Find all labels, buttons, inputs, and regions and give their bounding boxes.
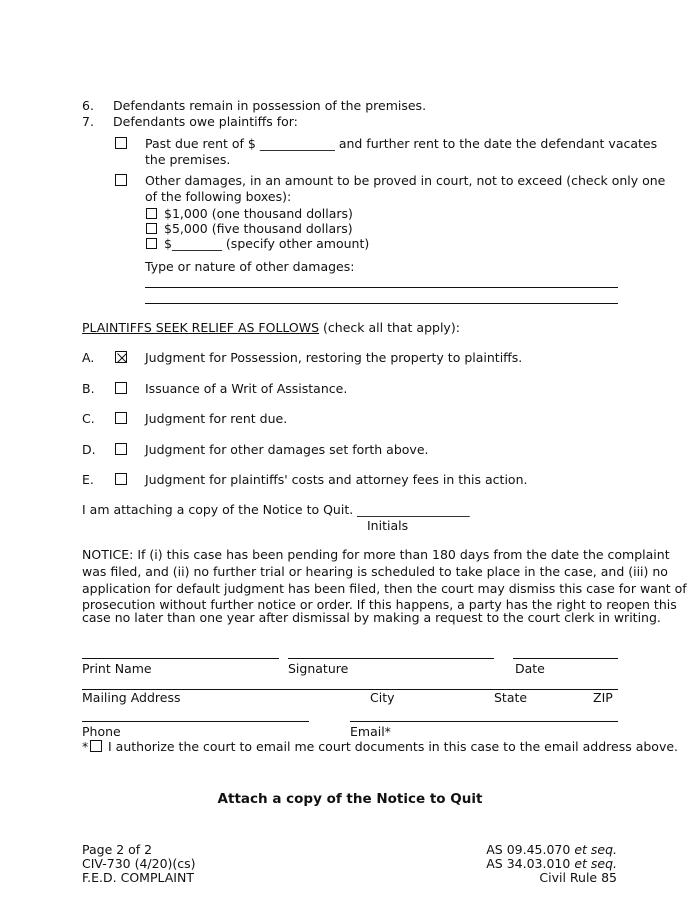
damages-option-5000: $5,000 (five thousand dollars) <box>164 221 353 236</box>
email-authorization-text: I authorize the court to email me court documents in this case to the email address above. <box>108 739 679 754</box>
footer-statute-1-suffix: et seq. <box>574 842 617 857</box>
state-label: State <box>494 690 528 705</box>
footer-statute-1 <box>486 842 617 857</box>
phone-line[interactable] <box>82 721 309 722</box>
other-damages-line2: of the following boxes): <box>145 189 292 204</box>
print-name-line[interactable] <box>82 658 279 659</box>
footer-statute-2-code: AS 34.03.010 <box>486 856 575 871</box>
notice-line-4: prosecution without further notice or order. If this happens, a party has the right to reopen this <box>82 597 677 612</box>
damages-1000-checkbox[interactable] <box>146 208 157 219</box>
signature-label: Signature <box>288 661 349 676</box>
email-label: Email* <box>350 724 391 739</box>
mailing-address-line[interactable] <box>82 689 618 690</box>
item-6-text: Defendants remain in possession of the premises. <box>113 98 427 113</box>
relief-e-letter: E. <box>82 472 94 487</box>
footer-page-number: Page 2 of 2 <box>82 842 153 857</box>
date-line[interactable] <box>513 658 618 659</box>
mailing-address-label: Mailing Address <box>82 690 181 705</box>
item-7-text: Defendants owe plaintiffs for: <box>113 114 298 129</box>
notice-line-1: NOTICE: If (i) this case has been pending for more than 180 days from the date the complaint <box>82 547 670 562</box>
notice-line-3: application for default judgment has been filed, then the court may dismiss this case for want of <box>82 581 687 596</box>
past-due-rent-line2: the premises. <box>145 152 231 167</box>
damages-option-other: $________ (specify other amount) <box>164 236 370 251</box>
footer-statute-1-code: AS 09.45.070 <box>486 842 575 857</box>
relief-b-checkbox[interactable] <box>115 382 127 394</box>
attach-notice-heading: Attach a copy of the Notice to Quit <box>217 791 483 807</box>
initials-label: Initials <box>367 518 409 533</box>
city-label: City <box>370 690 395 705</box>
relief-d-checkbox[interactable] <box>115 443 127 455</box>
past-due-rent-checkbox[interactable] <box>115 137 127 149</box>
relief-c-letter: C. <box>82 411 95 426</box>
notice-line-2: was filed, and (ii) no further trial or hearing is scheduled to take place in the case, and (iii) no <box>82 564 668 579</box>
other-damages-line1: Other damages, in an amount to be proved in court, not to exceed (check only one <box>145 173 666 188</box>
relief-heading-underlined: PLAINTIFFS SEEK RELIEF AS FOLLOWS <box>82 320 320 335</box>
relief-c-checkbox[interactable] <box>115 412 127 424</box>
item-6-number: 6. <box>82 98 94 113</box>
attach-notice-line: I am attaching a copy of the Notice to Quit. __________________ <box>82 502 470 517</box>
zip-label: ZIP <box>593 690 613 705</box>
item-7-number: 7. <box>82 114 94 129</box>
relief-a-letter: A. <box>82 350 95 365</box>
past-due-rent-line1: Past due rent of $ ____________ and further rent to the date the defendant vacates <box>145 136 658 151</box>
print-name-label: Print Name <box>82 661 152 676</box>
email-authorization-checkbox[interactable] <box>90 740 102 752</box>
checkmark-x-icon <box>116 352 128 364</box>
email-line[interactable] <box>350 721 618 722</box>
damages-5000-checkbox[interactable] <box>146 223 157 234</box>
footer-form-title: F.E.D. COMPLAINT <box>82 870 194 885</box>
type-of-damages-line-2[interactable] <box>145 303 618 304</box>
relief-d-text: Judgment for other damages set forth above. <box>145 442 429 457</box>
footer-civil-rule: Civil Rule 85 <box>539 870 617 885</box>
footer-statute-2-suffix: et seq. <box>574 856 617 871</box>
email-auth-asterisk: * <box>82 739 89 754</box>
relief-a-text: Judgment for Possession, restoring the property to plaintiffs. <box>145 350 523 365</box>
relief-e-text: Judgment for plaintiffs' costs and attorney fees in this action. <box>145 472 528 487</box>
footer-form-code: CIV-730 (4/20)(cs) <box>82 856 196 871</box>
damages-option-1000: $1,000 (one thousand dollars) <box>164 206 353 221</box>
relief-b-text: Issuance of a Writ of Assistance. <box>145 381 348 396</box>
relief-d-letter: D. <box>82 442 96 457</box>
relief-heading-rest: (check all that apply): <box>319 320 460 335</box>
relief-b-letter: B. <box>82 381 95 396</box>
relief-c-text: Judgment for rent due. <box>145 411 288 426</box>
type-of-damages-line-1[interactable] <box>145 287 618 288</box>
relief-heading <box>82 320 460 335</box>
signature-line[interactable] <box>288 658 494 659</box>
type-of-damages-label: Type or nature of other damages: <box>145 259 355 274</box>
other-damages-checkbox[interactable] <box>115 174 127 186</box>
relief-e-checkbox[interactable] <box>115 473 127 485</box>
relief-a-checkbox[interactable] <box>115 351 127 363</box>
notice-line-5: case no later than one year after dismissal by making a request to the court clerk in writing. <box>82 610 661 625</box>
damages-other-checkbox[interactable] <box>146 238 157 249</box>
phone-label: Phone <box>82 724 121 739</box>
footer-statute-2 <box>486 856 617 871</box>
date-label: Date <box>515 661 545 676</box>
